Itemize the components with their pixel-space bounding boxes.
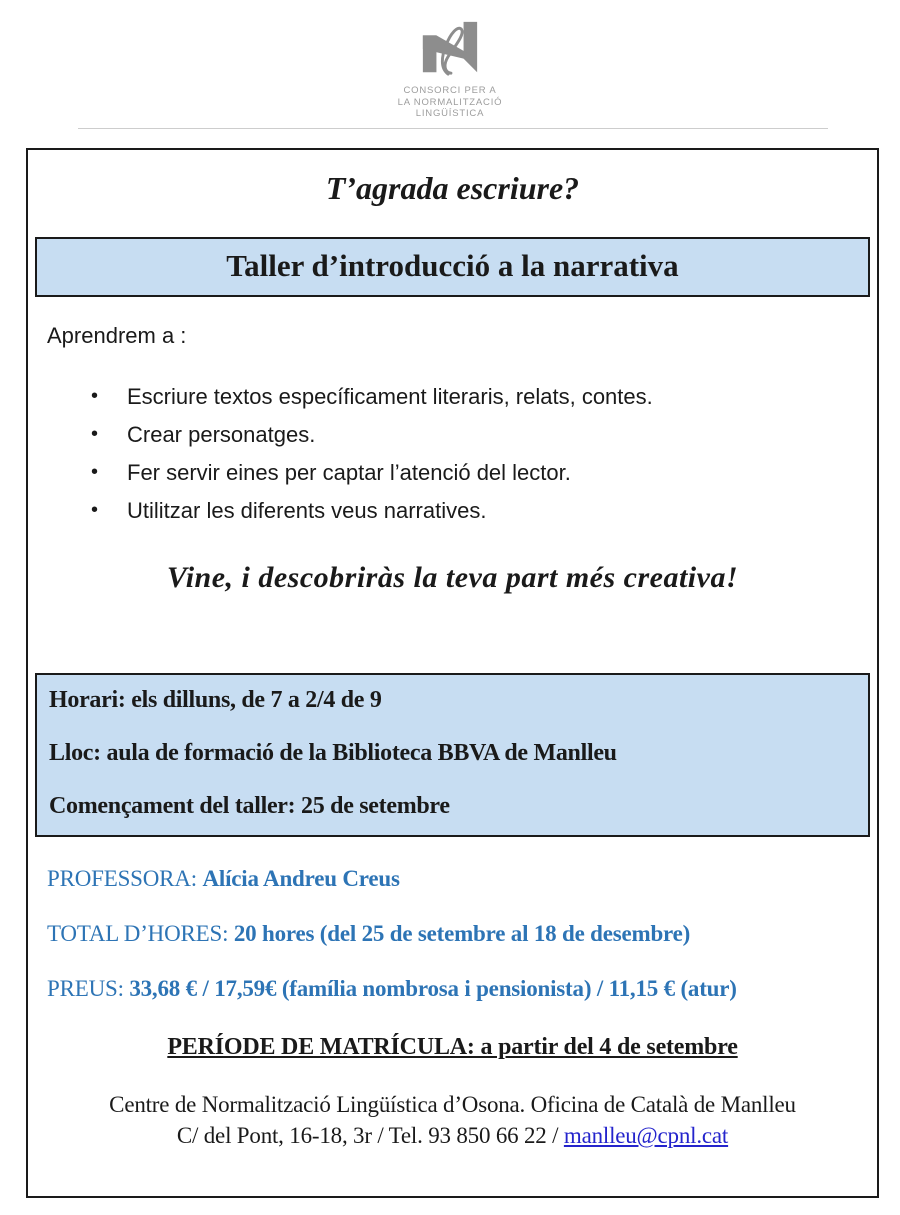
schedule-horari: Horari: els dilluns, de 7 a 2/4 de 9: [49, 687, 382, 713]
preus-line: [47, 976, 872, 1002]
header: [0, 0, 900, 120]
header-divider: [78, 128, 828, 129]
footer-contact: [33, 1089, 872, 1151]
preus-value: 33,68 € / 17,59€ (família nombrosa i pensionista) / 11,15 € (atur): [129, 976, 737, 1001]
bullet-icon: •: [91, 499, 99, 521]
footer-line-2: [33, 1120, 872, 1151]
list-item: [91, 385, 872, 409]
total-hores-value: 20 hores (del 25 de setembre al 18 de desembre): [233, 921, 691, 946]
preus-label: PREUS:: [47, 976, 130, 1001]
list-item: [91, 499, 872, 523]
professora-label: PROFESSORA:: [47, 866, 203, 891]
intro-label: Aprendrem a :: [47, 323, 187, 348]
schedule-lloc: Lloc: aula de formació de la Biblioteca BBVA de Manlleu: [49, 740, 617, 766]
learning-bullet-list: [91, 385, 872, 523]
logo-wordmark: [0, 85, 900, 120]
total-hores-label: TOTAL D’HORES:: [47, 921, 234, 946]
email-link[interactable]: manlleu@cpnl.cat: [563, 1123, 729, 1148]
bullet-icon: •: [91, 461, 99, 483]
bullet-icon: •: [91, 423, 99, 445]
list-item: [91, 461, 872, 485]
professora-line: [47, 866, 872, 892]
bullet-text: Escriure textos específicament literaris, relats, contes.: [127, 384, 653, 409]
matricula-period: PERÍODE DE MATRÍCULA: a partir del 4 de setembre: [167, 1034, 738, 1060]
footer-address-phone: C/ del Pont, 16-18, 3r / Tel. 93 850 66 22 /: [176, 1123, 564, 1148]
workshop-title-banner: Taller d’introducció a la narrativa: [35, 237, 870, 297]
logo-line-2: LA NORMALITZACIÓ: [397, 96, 503, 108]
bullet-text: Fer servir eines per captar l’atenció del lector.: [127, 460, 571, 485]
logo-line-3: LINGÜÍSTICA: [415, 108, 485, 119]
professora-value: Alícia Andreu Creus: [202, 866, 400, 891]
bullet-icon: •: [91, 385, 99, 407]
bullet-text: Utilitzar les diferents veus narratives.: [127, 498, 487, 523]
poster-frame: [26, 148, 879, 1198]
tagline: Vine, i descobriràs la teva part més creativa!: [166, 561, 739, 594]
schedule-comencament: Començament del taller: 25 de setembre: [49, 793, 450, 819]
total-hores-line: [47, 921, 872, 947]
bullet-text: Crear personatges.: [127, 422, 316, 447]
footer-line-1: Centre de Normalització Lingüística d’Osona. Oficina de Català de Manlleu: [109, 1092, 796, 1117]
cpnl-logo-icon: [412, 16, 488, 78]
list-item: [91, 423, 872, 447]
logo-line-1: CONSORCI PER A: [403, 85, 497, 96]
schedule-box: [35, 673, 870, 837]
question-title: T’agrada escriure?: [325, 170, 580, 206]
